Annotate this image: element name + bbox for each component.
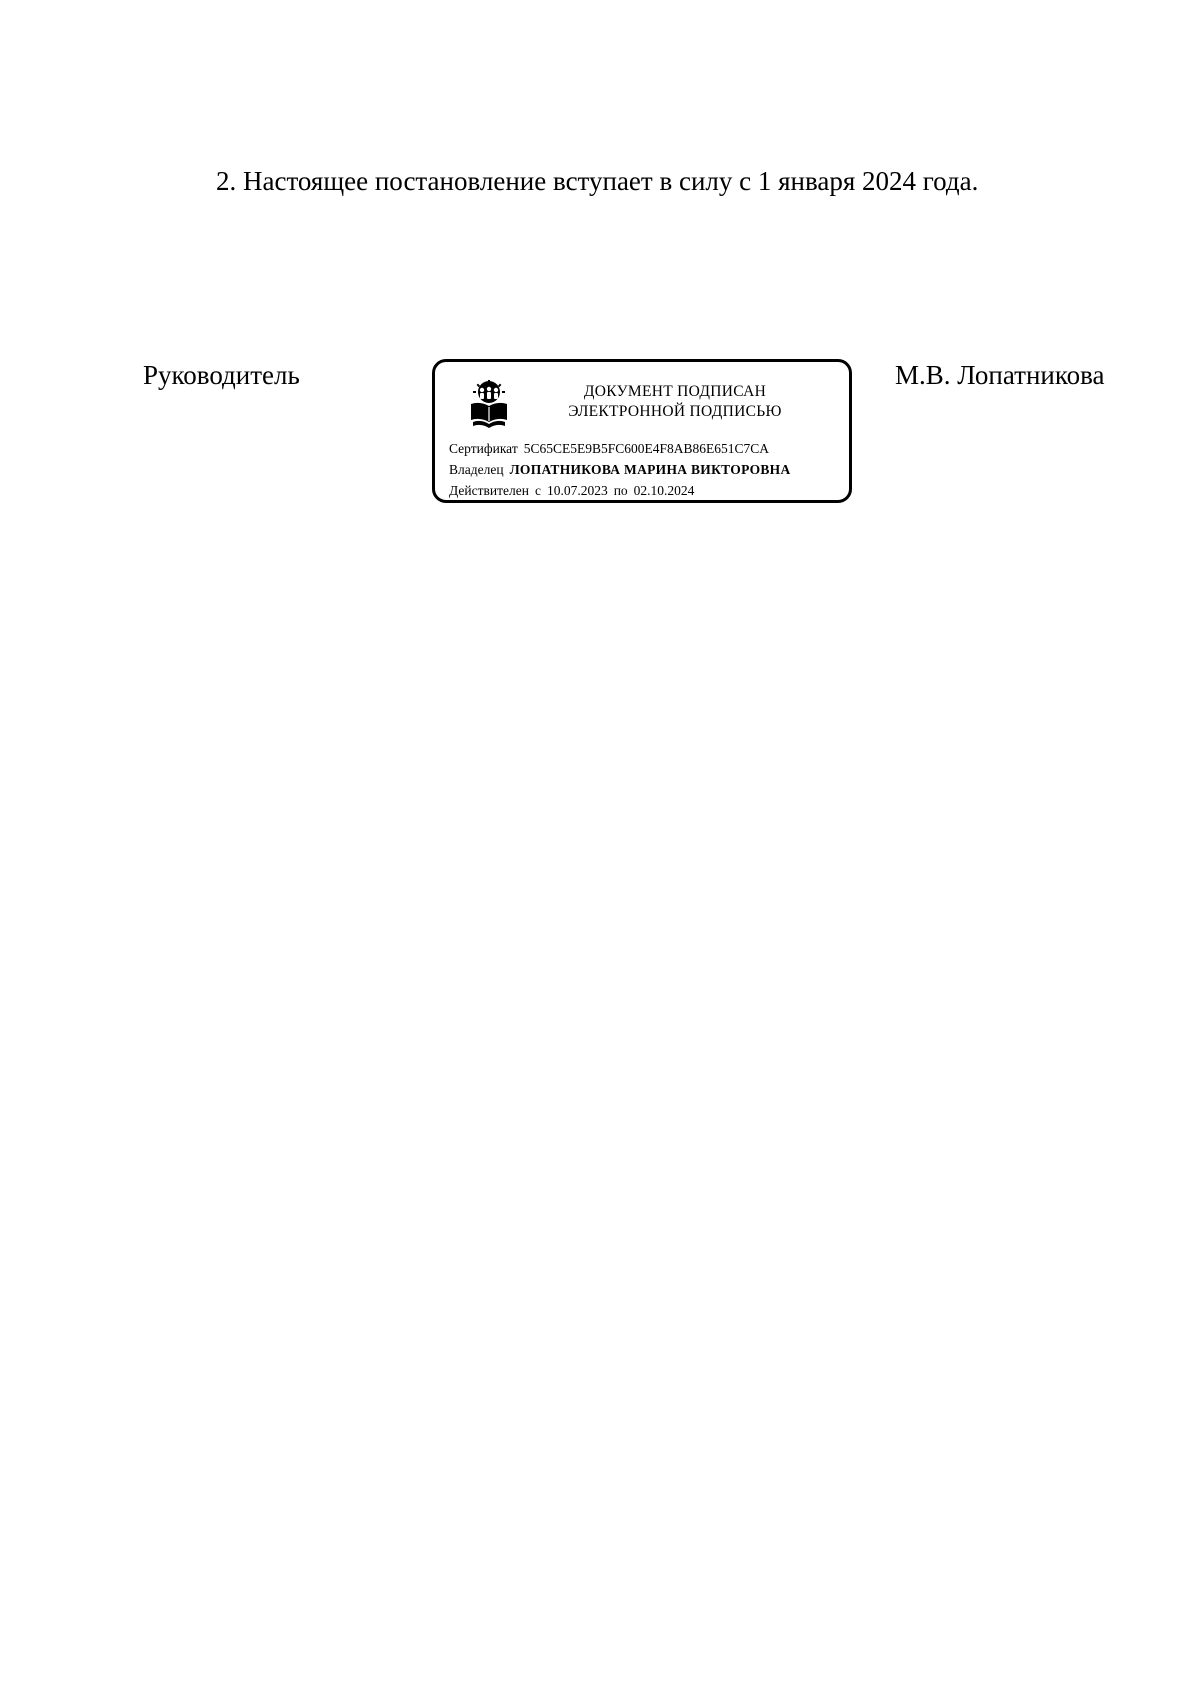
stamp-valid-to-word: по <box>613 483 628 498</box>
stamp-certificate-value: 5C65CE5E9B5FC600E4F8AB86E651C7CA <box>523 441 770 456</box>
stamp-valid-label: Действителен <box>449 483 529 498</box>
stamp-details <box>449 438 791 501</box>
stamp-owner-label: Владелец <box>449 462 504 477</box>
paragraph-effective-date: 2. Настоящее постановление вступает в силу с 1 января 2024 года. <box>216 166 979 196</box>
stamp-valid-from-word: с <box>534 483 541 498</box>
signatory-position: Руководитель <box>143 360 300 390</box>
stamp-certificate-label: Сертификат <box>449 441 518 456</box>
stamp-owner-row <box>449 459 791 480</box>
stamp-owner-value: ЛОПАТНИКОВА МАРИНА ВИКТОРОВНА <box>509 462 791 477</box>
stamp-certificate-row <box>449 438 791 459</box>
stamp-validity-row <box>449 480 791 501</box>
stamp-valid-from: 10.07.2023 <box>546 483 608 498</box>
stamp-valid-to: 02.10.2024 <box>633 483 695 498</box>
signatory-name: М.В. Лопатникова <box>895 360 1105 390</box>
stamp-title <box>525 382 825 422</box>
electronic-signature-stamp <box>432 359 852 503</box>
stamp-title-line-2: ЭЛЕКТРОННОЙ ПОДПИСЬЮ <box>568 403 782 420</box>
stamp-title-line-1: ДОКУМЕНТ ПОДПИСАН <box>583 383 767 400</box>
coat-of-arms-icon <box>469 380 509 430</box>
